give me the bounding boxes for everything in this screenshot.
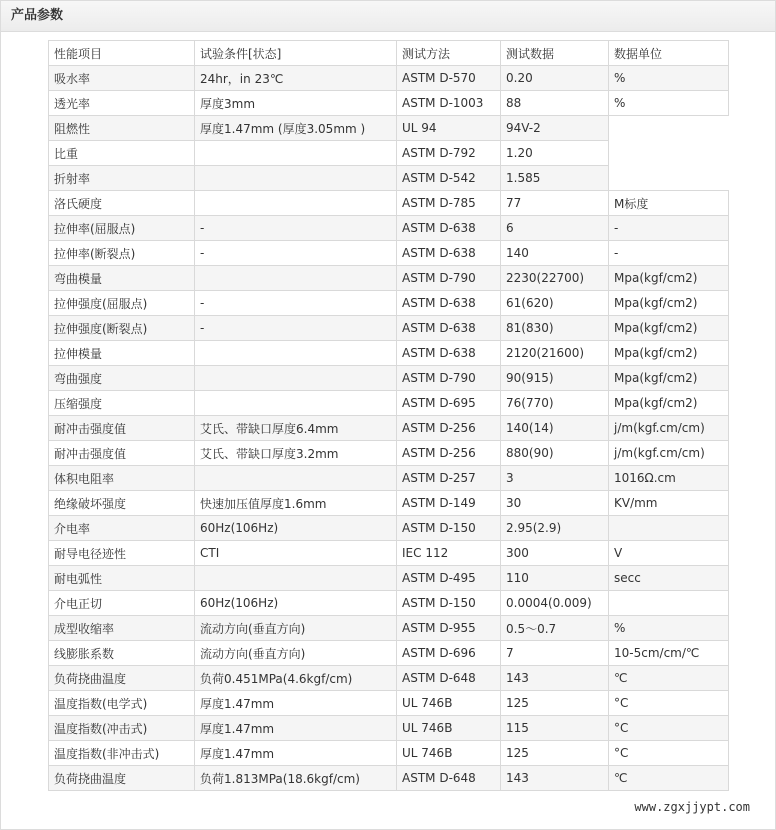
cell-unit: 1016Ω.cm xyxy=(609,466,729,491)
cell-test-condition: 流动方向(垂直方向) xyxy=(195,616,397,641)
cell-test-method: UL 94 xyxy=(397,116,501,141)
cell-property-name: 拉伸率(屈服点) xyxy=(49,216,195,241)
cell-unit: °C xyxy=(609,691,729,716)
cell-unit: % xyxy=(609,66,729,91)
cell-test-value: 2230(22700) xyxy=(501,266,609,291)
cell-property-name: 耐导电径迹性 xyxy=(49,541,195,566)
cell-unit: V xyxy=(609,541,729,566)
cell-test-condition: - xyxy=(195,291,397,316)
cell-test-condition: 厚度3mm xyxy=(195,91,397,116)
params-table-body xyxy=(49,41,729,791)
cell-test-condition: - xyxy=(195,316,397,341)
cell-test-condition xyxy=(195,391,397,416)
cell-test-value: 61(620) xyxy=(501,291,609,316)
cell-test-value: 90(915) xyxy=(501,366,609,391)
cell-test-condition: 厚度1.47mm xyxy=(195,741,397,766)
cell-test-method: ASTM D-638 xyxy=(397,316,501,341)
table-row xyxy=(49,616,729,641)
cell-test-condition xyxy=(195,141,397,166)
cell-unit: Mpa(kgf/cm2) xyxy=(609,366,729,391)
cell-unit: M标度 xyxy=(609,191,729,216)
cell-property-name: 吸水率 xyxy=(49,66,195,91)
table-row xyxy=(49,716,729,741)
cell-test-value: 76(770) xyxy=(501,391,609,416)
cell-test-condition: 艾氏、带缺口厚度3.2mm xyxy=(195,441,397,466)
cell-property-name: 阻燃性 xyxy=(49,116,195,141)
table-row xyxy=(49,416,729,441)
cell-test-method: UL 746B xyxy=(397,691,501,716)
cell-test-value: 0.0004(0.009) xyxy=(501,591,609,616)
cell-test-value: 143 xyxy=(501,666,609,691)
cell-property-name: 介电正切 xyxy=(49,591,195,616)
cell-test-method: ASTM D-638 xyxy=(397,216,501,241)
cell-unit: - xyxy=(609,216,729,241)
cell-test-condition: 艾氏、带缺口厚度6.4mm xyxy=(195,416,397,441)
cell-test-method: ASTM D-257 xyxy=(397,466,501,491)
cell-test-condition xyxy=(195,166,397,191)
table-row xyxy=(49,641,729,666)
cell-test-condition xyxy=(195,266,397,291)
cell-unit: Mpa(kgf/cm2) xyxy=(609,316,729,341)
cell-test-value: 1.20 xyxy=(501,141,609,166)
cell-test-value: 1.585 xyxy=(501,166,609,191)
cell-test-method: ASTM D-648 xyxy=(397,766,501,791)
cell-unit: Mpa(kgf/cm2) xyxy=(609,391,729,416)
cell-test-value: 880(90) xyxy=(501,441,609,466)
cell-unit: secc xyxy=(609,566,729,591)
table-row xyxy=(49,291,729,316)
cell-unit xyxy=(609,141,729,166)
cell-test-value: 300 xyxy=(501,541,609,566)
cell-test-method: ASTM D-149 xyxy=(397,491,501,516)
cell-test-value: 140(14) xyxy=(501,416,609,441)
cell-test-condition: 快速加压值厚度1.6mm xyxy=(195,491,397,516)
cell-test-value: 3 xyxy=(501,466,609,491)
cell-unit: ℃ xyxy=(609,766,729,791)
cell-property-name: 弯曲强度 xyxy=(49,366,195,391)
cell-property-name: 折射率 xyxy=(49,166,195,191)
cell-test-condition: CTI xyxy=(195,541,397,566)
cell-unit: Mpa(kgf/cm2) xyxy=(609,341,729,366)
cell-test-method: ASTM D-785 xyxy=(397,191,501,216)
table-row xyxy=(49,391,729,416)
cell-test-condition: 负荷1.813MPa(18.6kgf/cm) xyxy=(195,766,397,791)
table-row xyxy=(49,191,729,216)
cell-property-name: 耐电弧性 xyxy=(49,566,195,591)
cell-unit: °C xyxy=(609,741,729,766)
table-row xyxy=(49,466,729,491)
cell-test-method: ASTM D-256 xyxy=(397,441,501,466)
table-row xyxy=(49,66,729,91)
cell-test-method: ASTM D-638 xyxy=(397,291,501,316)
cell-property-name: 温度指数(非冲击式) xyxy=(49,741,195,766)
cell-test-method: ASTM D-542 xyxy=(397,166,501,191)
cell-unit xyxy=(609,516,729,541)
table-row xyxy=(49,691,729,716)
table-row xyxy=(49,591,729,616)
table-row xyxy=(49,491,729,516)
cell-test-condition xyxy=(195,191,397,216)
table-row xyxy=(49,441,729,466)
cell-test-value: 94V-2 xyxy=(501,116,609,141)
cell-property-name: 弯曲模量 xyxy=(49,266,195,291)
cell-test-value: 143 xyxy=(501,766,609,791)
cell-test-method: IEC 112 xyxy=(397,541,501,566)
table-row xyxy=(49,116,729,141)
cell-test-method: ASTM D-638 xyxy=(397,341,501,366)
cell-test-method: ASTM D-955 xyxy=(397,616,501,641)
table-row xyxy=(49,541,729,566)
cell-test-method: ASTM D-648 xyxy=(397,666,501,691)
cell-test-method: ASTM D-570 xyxy=(397,66,501,91)
table-row xyxy=(49,166,729,191)
cell-test-value: 88 xyxy=(501,91,609,116)
cell-property-name: 温度指数(电学式) xyxy=(49,691,195,716)
cell-test-condition xyxy=(195,366,397,391)
cell-test-condition xyxy=(195,466,397,491)
cell-test-method: UL 746B xyxy=(397,716,501,741)
table-row xyxy=(49,266,729,291)
cell-test-method: ASTM D-696 xyxy=(397,641,501,666)
cell-property-name: 负荷挠曲温度 xyxy=(49,766,195,791)
cell-test-method: ASTM D-695 xyxy=(397,391,501,416)
table-row xyxy=(49,666,729,691)
column-header-test-condition: 试验条件[状态] xyxy=(195,41,397,66)
cell-unit xyxy=(609,116,729,141)
cell-unit: % xyxy=(609,91,729,116)
cell-test-condition xyxy=(195,566,397,591)
cell-property-name: 透光率 xyxy=(49,91,195,116)
cell-test-method: ASTM D-790 xyxy=(397,266,501,291)
cell-unit: - xyxy=(609,241,729,266)
column-header-test-method: 测试方法 xyxy=(397,41,501,66)
cell-test-condition: - xyxy=(195,241,397,266)
cell-test-value: 77 xyxy=(501,191,609,216)
cell-test-method: ASTM D-792 xyxy=(397,141,501,166)
cell-test-value: 81(830) xyxy=(501,316,609,341)
table-row xyxy=(49,516,729,541)
table-row xyxy=(49,766,729,791)
cell-property-name: 体积电阻率 xyxy=(49,466,195,491)
cell-test-value: 110 xyxy=(501,566,609,591)
column-header-unit: 数据单位 xyxy=(609,41,729,66)
table-row xyxy=(49,566,729,591)
cell-test-condition: - xyxy=(195,216,397,241)
table-row xyxy=(49,91,729,116)
column-header-property-name: 性能项目 xyxy=(49,41,195,66)
cell-unit: j/m(kgf.cm/cm) xyxy=(609,441,729,466)
table-row xyxy=(49,366,729,391)
cell-property-name: 耐冲击强度值 xyxy=(49,416,195,441)
cell-test-method: ASTM D-256 xyxy=(397,416,501,441)
cell-unit: °C xyxy=(609,716,729,741)
cell-property-name: 线膨胀系数 xyxy=(49,641,195,666)
cell-test-value: 30 xyxy=(501,491,609,516)
cell-test-value: 125 xyxy=(501,691,609,716)
cell-test-method: ASTM D-638 xyxy=(397,241,501,266)
panel-title: 产品参数 xyxy=(11,8,64,23)
cell-property-name: 拉伸模量 xyxy=(49,341,195,366)
cell-test-value: 115 xyxy=(501,716,609,741)
cell-property-name: 成型收缩率 xyxy=(49,616,195,641)
cell-unit: j/m(kgf.cm/cm) xyxy=(609,416,729,441)
cell-unit: Mpa(kgf/cm2) xyxy=(609,291,729,316)
cell-test-method: ASTM D-495 xyxy=(397,566,501,591)
cell-property-name: 比重 xyxy=(49,141,195,166)
cell-unit xyxy=(609,166,729,191)
cell-test-method: ASTM D-150 xyxy=(397,516,501,541)
site-watermark: www.zgxjjypt.com xyxy=(634,800,750,814)
table-row xyxy=(49,141,729,166)
cell-property-name: 拉伸率(断裂点) xyxy=(49,241,195,266)
cell-test-condition: 24hr，in 23℃ xyxy=(195,66,397,91)
params-table xyxy=(48,40,729,791)
cell-test-condition: 流动方向(垂直方向) xyxy=(195,641,397,666)
cell-property-name: 压缩强度 xyxy=(49,391,195,416)
cell-test-method: ASTM D-1003 xyxy=(397,91,501,116)
cell-test-value: 125 xyxy=(501,741,609,766)
table-header-row xyxy=(49,41,729,66)
table-row xyxy=(49,316,729,341)
cell-unit: % xyxy=(609,616,729,641)
cell-property-name: 温度指数(冲击式) xyxy=(49,716,195,741)
cell-property-name: 介电率 xyxy=(49,516,195,541)
cell-test-condition: 60Hz(106Hz) xyxy=(195,591,397,616)
cell-test-value: 6 xyxy=(501,216,609,241)
table-row xyxy=(49,341,729,366)
cell-test-method: ASTM D-790 xyxy=(397,366,501,391)
cell-property-name: 耐冲击强度值 xyxy=(49,441,195,466)
cell-test-method: UL 746B xyxy=(397,741,501,766)
cell-unit xyxy=(609,591,729,616)
cell-test-value: 0.5～0.7 xyxy=(501,616,609,641)
cell-property-name: 负荷挠曲温度 xyxy=(49,666,195,691)
cell-test-value: 140 xyxy=(501,241,609,266)
cell-test-condition: 厚度1.47mm xyxy=(195,691,397,716)
column-header-test-value: 测试数据 xyxy=(501,41,609,66)
table-row xyxy=(49,241,729,266)
cell-property-name: 拉伸强度(屈服点) xyxy=(49,291,195,316)
cell-property-name: 拉伸强度(断裂点) xyxy=(49,316,195,341)
cell-test-condition: 负荷0.451MPa(4.6kgf/cm) xyxy=(195,666,397,691)
cell-test-value: 0.20 xyxy=(501,66,609,91)
panel-header xyxy=(1,1,775,32)
table-row xyxy=(49,741,729,766)
cell-test-value: 2120(21600) xyxy=(501,341,609,366)
cell-unit: KV/mm xyxy=(609,491,729,516)
cell-unit: ℃ xyxy=(609,666,729,691)
cell-property-name: 绝缘破坏强度 xyxy=(49,491,195,516)
table-row xyxy=(49,216,729,241)
cell-test-condition: 60Hz(106Hz) xyxy=(195,516,397,541)
cell-test-method: ASTM D-150 xyxy=(397,591,501,616)
cell-test-condition: 厚度1.47mm xyxy=(195,716,397,741)
cell-test-value: 2.95(2.9) xyxy=(501,516,609,541)
cell-test-value: 7 xyxy=(501,641,609,666)
cell-property-name: 洛氏硬度 xyxy=(49,191,195,216)
cell-test-condition: 厚度1.47mm (厚度3.05mm ) xyxy=(195,116,397,141)
cell-unit: Mpa(kgf/cm2) xyxy=(609,266,729,291)
cell-test-condition xyxy=(195,341,397,366)
cell-unit: 10-5cm/cm/℃ xyxy=(609,641,729,666)
